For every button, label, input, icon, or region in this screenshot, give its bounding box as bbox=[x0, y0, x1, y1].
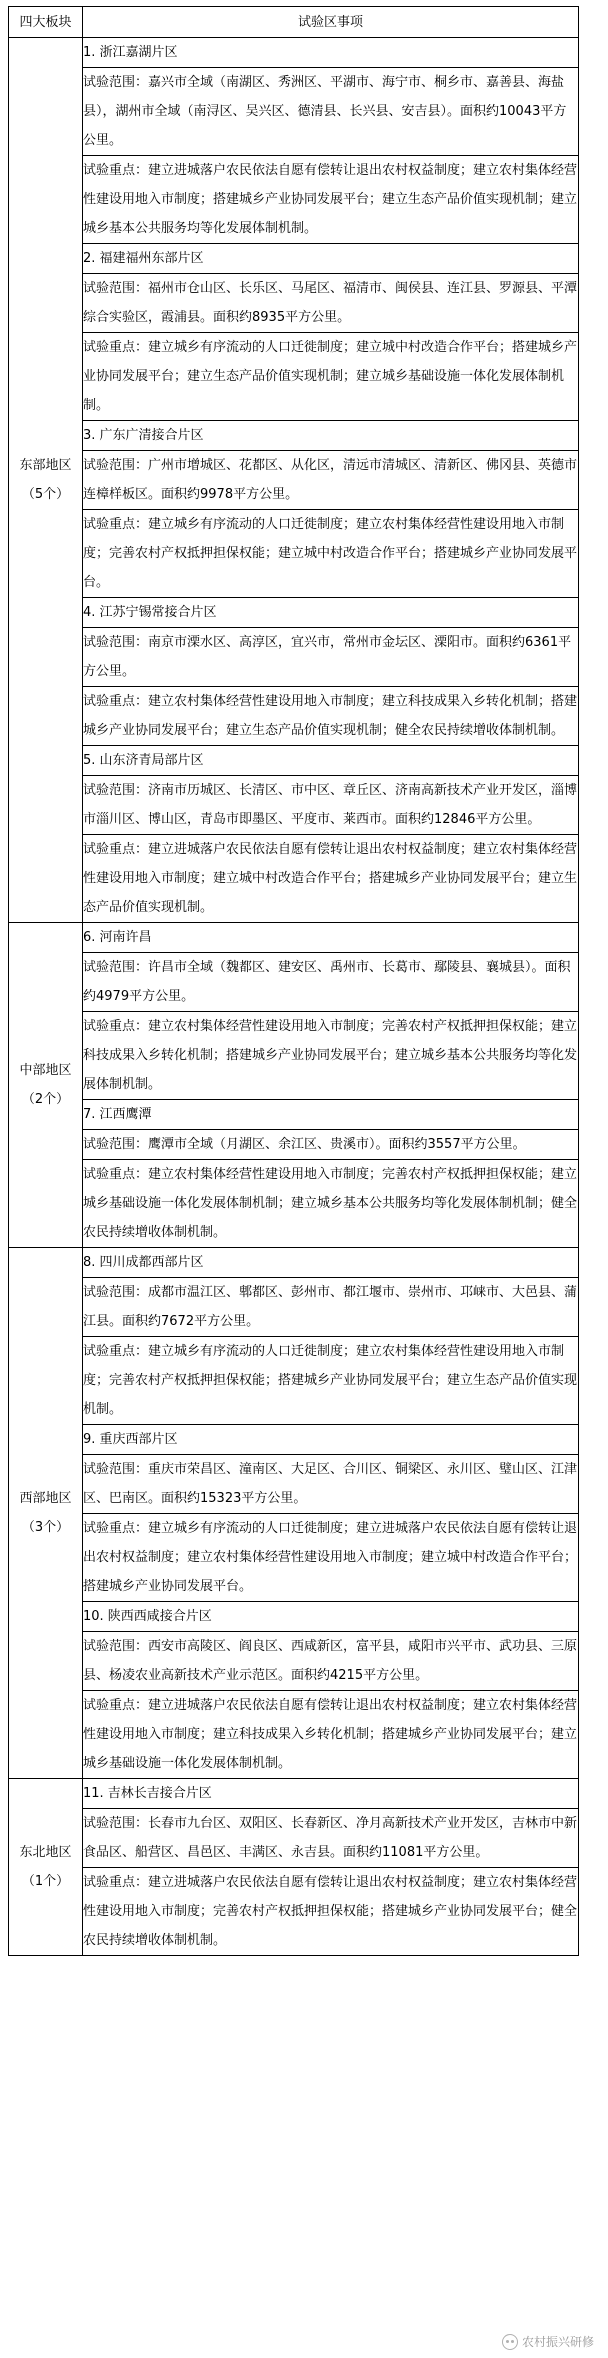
zone-title: 7. 江西鹰潭 bbox=[83, 1100, 579, 1130]
zone-scope bbox=[83, 1130, 579, 1160]
region-count: （2个） bbox=[21, 1092, 70, 1107]
region-name: 西部地区 bbox=[19, 1491, 72, 1506]
region-name: 东北地区 bbox=[19, 1845, 72, 1860]
zone-focus bbox=[83, 835, 579, 923]
focus-label: 试验重点： bbox=[83, 694, 149, 709]
scope-label: 试验范围： bbox=[83, 960, 149, 975]
focus-text: 建立城乡有序流动的人口迁徙制度；建立农村集体经营性建设用地入市制度；完善农村产权抵押担保权能；搭建城乡产业协同发展平台；建立生态产品价值实现机制。 bbox=[83, 1344, 578, 1417]
zone-1-focus-row bbox=[9, 156, 579, 244]
zone-focus bbox=[83, 333, 579, 421]
zone-7-scope-row bbox=[9, 1130, 579, 1160]
zone-title: 3. 广东广清接合片区 bbox=[83, 421, 579, 451]
zone-4-scope-row bbox=[9, 628, 579, 687]
zone-scope bbox=[83, 1455, 579, 1514]
scope-label: 试验范围： bbox=[83, 281, 149, 296]
zone-scope bbox=[83, 776, 579, 835]
scope-label: 试验范围： bbox=[83, 1816, 149, 1831]
zone-focus bbox=[83, 1337, 579, 1425]
focus-text: 建立进城落户农民依法自愿有偿转让退出农村权益制度；建立农村集体经营性建设用地入市制度；建立城中村改造合作平台；搭建城乡产业协同发展平台；建立生态产品价值实现机制。 bbox=[83, 842, 578, 915]
zone-scope bbox=[83, 628, 579, 687]
focus-label: 试验重点： bbox=[83, 517, 149, 532]
header-region-column: 四大板块 bbox=[9, 7, 83, 38]
table-header-row bbox=[9, 7, 579, 38]
focus-label: 试验重点： bbox=[83, 1167, 149, 1182]
pilot-zone-table bbox=[8, 6, 579, 1956]
zone-11-scope-row bbox=[9, 1809, 579, 1868]
zone-focus bbox=[83, 1012, 579, 1100]
zone-6-focus-row bbox=[9, 1012, 579, 1100]
focus-label: 试验重点： bbox=[83, 163, 149, 178]
scope-text: 成都市温江区、郫都区、彭州市、都江堰市、崇州市、邛崃市、大邑县、蒲江县。面积约7672平方公里。 bbox=[83, 1285, 578, 1329]
region-west bbox=[9, 1248, 83, 1779]
scope-text: 许昌市全域（魏都区、建安区、禹州市、长葛市、鄢陵县、襄城县）。面积约4979平方公里。 bbox=[83, 960, 571, 1004]
zone-4-title-row bbox=[9, 598, 579, 628]
region-count: （3个） bbox=[21, 1520, 70, 1535]
watermark bbox=[502, 2334, 594, 2350]
focus-label: 试验重点： bbox=[83, 1698, 149, 1713]
zone-3-scope-row bbox=[9, 451, 579, 510]
zone-scope bbox=[83, 1809, 579, 1868]
scope-label: 试验范围： bbox=[83, 783, 149, 798]
zone-focus bbox=[83, 510, 579, 598]
focus-text: 建立进城落户农民依法自愿有偿转让退出农村权益制度；建立农村集体经营性建设用地入市制度；搭建城乡产业协同发展平台；建立生态产品价值实现机制；建立城乡基本公共服务均等化发展体制机制。 bbox=[83, 163, 578, 236]
zone-3-focus-row bbox=[9, 510, 579, 598]
zone-9-focus-row bbox=[9, 1514, 579, 1602]
scope-text: 重庆市荣昌区、潼南区、大足区、合川区、铜梁区、永川区、璧山区、江津区、巴南区。面积约15323平方公里。 bbox=[83, 1462, 578, 1506]
zone-8-scope-row bbox=[9, 1278, 579, 1337]
zone-scope bbox=[83, 953, 579, 1012]
scope-label: 试验范围： bbox=[83, 1462, 149, 1477]
scope-label: 试验范围： bbox=[83, 1137, 149, 1152]
scope-text: 鹰潭市全域（月湖区、余江区、贵溪市）。面积约3557平方公里。 bbox=[148, 1137, 526, 1152]
zone-title: 4. 江苏宁锡常接合片区 bbox=[83, 598, 579, 628]
zone-10-title-row bbox=[9, 1602, 579, 1632]
zone-title: 5. 山东济青局部片区 bbox=[83, 746, 579, 776]
focus-label: 试验重点： bbox=[83, 340, 149, 355]
zone-1-scope-row bbox=[9, 68, 579, 156]
zone-scope bbox=[83, 68, 579, 156]
zone-5-scope-row bbox=[9, 776, 579, 835]
focus-text: 建立农村集体经营性建设用地入市制度；建立科技成果入乡转化机制；搭建城乡产业协同发展平台；建立生态产品价值实现机制；健全农民持续增收体制机制。 bbox=[83, 694, 578, 738]
scope-label: 试验范围： bbox=[83, 75, 149, 90]
zone-10-scope-row bbox=[9, 1632, 579, 1691]
zone-6-scope-row bbox=[9, 953, 579, 1012]
zone-4-focus-row bbox=[9, 687, 579, 746]
region-name: 中部地区 bbox=[19, 1063, 72, 1078]
zone-9-scope-row bbox=[9, 1455, 579, 1514]
header-item-column: 试验区事项 bbox=[83, 7, 579, 38]
zone-focus bbox=[83, 1868, 579, 1956]
zone-11-title-row bbox=[9, 1779, 579, 1809]
zone-title: 6. 河南许昌 bbox=[83, 923, 579, 953]
region-central bbox=[9, 923, 83, 1248]
zone-title: 2. 福建福州东部片区 bbox=[83, 244, 579, 274]
scope-label: 试验范围： bbox=[83, 635, 149, 650]
zone-focus bbox=[83, 1160, 579, 1248]
scope-text: 南京市溧水区、高淳区，宜兴市，常州市金坛区、溧阳市。面积约6361平方公里。 bbox=[83, 635, 572, 679]
scope-text: 长春市九台区、双阳区、长春新区、净月高新技术产业开发区，吉林市中新食品区、船营区、昌邑区、丰满区、永吉县。面积约11081平方公里。 bbox=[83, 1816, 578, 1860]
focus-label: 试验重点： bbox=[83, 1019, 149, 1034]
zone-2-title-row bbox=[9, 244, 579, 274]
focus-label: 试验重点： bbox=[83, 842, 149, 857]
zone-10-focus-row bbox=[9, 1691, 579, 1779]
zone-focus bbox=[83, 687, 579, 746]
focus-label: 试验重点： bbox=[83, 1521, 149, 1536]
scope-text: 福州市仓山区、长乐区、马尾区、福清市、闽侯县、连江县、罗源县、平潭综合实验区，霞浦县。面积约8935平方公里。 bbox=[83, 281, 578, 325]
zone-title: 10. 陕西西咸接合片区 bbox=[83, 1602, 579, 1632]
zone-scope bbox=[83, 1632, 579, 1691]
zone-5-title-row bbox=[9, 746, 579, 776]
zone-title: 1. 浙江嘉湖片区 bbox=[83, 38, 579, 68]
zone-7-focus-row bbox=[9, 1160, 579, 1248]
zone-title: 9. 重庆西部片区 bbox=[83, 1425, 579, 1455]
zone-2-scope-row bbox=[9, 274, 579, 333]
zone-7-title-row bbox=[9, 1100, 579, 1130]
scope-label: 试验范围： bbox=[83, 1639, 149, 1654]
scope-text: 嘉兴市全域（南湖区、秀洲区、平湖市、海宁市、桐乡市、嘉善县、海盐县），湖州市全域（南浔区、吴兴区、德清县、长兴县、安吉县）。面积约10043平方公里。 bbox=[83, 75, 567, 148]
scope-label: 试验范围： bbox=[83, 1285, 149, 1300]
zone-scope bbox=[83, 451, 579, 510]
zone-scope bbox=[83, 1278, 579, 1337]
focus-text: 建立城乡有序流动的人口迁徙制度；建立农村集体经营性建设用地入市制度；完善农村产权抵押担保权能；建立城中村改造合作平台；搭建城乡产业协同发展平台。 bbox=[83, 517, 578, 590]
zone-6-title-row bbox=[9, 923, 579, 953]
scope-text: 西安市高陵区、阎良区、西咸新区，富平县，咸阳市兴平市、武功县、三原县、杨凌农业高新技术产业示范区。面积约4215平方公里。 bbox=[83, 1639, 578, 1683]
region-northeast bbox=[9, 1779, 83, 1956]
focus-text: 建立城乡有序流动的人口迁徙制度；建立进城落户农民依法自愿有偿转让退出农村权益制度；建立农村集体经营性建设用地入市制度；建立城中村改造合作平台；搭建城乡产业协同发展平台。 bbox=[83, 1521, 578, 1594]
zone-8-focus-row bbox=[9, 1337, 579, 1425]
zone-2-focus-row bbox=[9, 333, 579, 421]
focus-text: 建立农村集体经营性建设用地入市制度；完善农村产权抵押担保权能；建立科技成果入乡转化机制；搭建城乡产业协同发展平台；建立城乡基本公共服务均等化发展体制机制。 bbox=[83, 1019, 578, 1092]
region-count: （1个） bbox=[21, 1874, 70, 1889]
wechat-icon bbox=[502, 2334, 518, 2350]
zone-9-title-row bbox=[9, 1425, 579, 1455]
zone-title: 11. 吉林长吉接合片区 bbox=[83, 1779, 579, 1809]
focus-label: 试验重点： bbox=[83, 1344, 149, 1359]
zone-scope bbox=[83, 274, 579, 333]
zone-3-title-row bbox=[9, 421, 579, 451]
focus-text: 建立城乡有序流动的人口迁徙制度；建立城中村改造合作平台；搭建城乡产业协同发展平台；建立生态产品价值实现机制；建立城乡基础设施一体化发展体制机制。 bbox=[83, 340, 578, 413]
region-count: （5个） bbox=[21, 487, 70, 502]
zone-11-focus-row bbox=[9, 1868, 579, 1956]
region-name: 东部地区 bbox=[19, 458, 72, 473]
scope-text: 济南市历城区、长清区、市中区、章丘区、济南高新技术产业开发区，淄博市淄川区、博山区，青岛市即墨区、平度市、莱西市。面积约12846平方公里。 bbox=[83, 783, 578, 827]
region-east bbox=[9, 38, 83, 923]
scope-label: 试验范围： bbox=[83, 458, 149, 473]
zone-5-focus-row bbox=[9, 835, 579, 923]
zone-focus bbox=[83, 1514, 579, 1602]
focus-label: 试验重点： bbox=[83, 1875, 149, 1890]
watermark-text: 农村振兴研修 bbox=[521, 2335, 594, 2349]
zone-focus bbox=[83, 1691, 579, 1779]
zone-1-title-row bbox=[9, 38, 579, 68]
zone-8-title-row bbox=[9, 1248, 579, 1278]
focus-text: 建立农村集体经营性建设用地入市制度；完善农村产权抵押担保权能；建立城乡基础设施一体化发展体制机制；建立城乡基本公共服务均等化发展体制机制；健全农民持续增收体制机制。 bbox=[83, 1167, 578, 1240]
focus-text: 建立进城落户农民依法自愿有偿转让退出农村权益制度；建立农村集体经营性建设用地入市制度；完善农村产权抵押担保权能；搭建城乡产业协同发展平台；健全农民持续增收体制机制。 bbox=[83, 1875, 578, 1948]
zone-focus bbox=[83, 156, 579, 244]
focus-text: 建立进城落户农民依法自愿有偿转让退出农村权益制度；建立农村集体经营性建设用地入市制度；建立科技成果入乡转化机制；搭建城乡产业协同发展平台；建立城乡基础设施一体化发展体制机制。 bbox=[83, 1698, 578, 1771]
scope-text: 广州市增城区、花都区、从化区，清远市清城区、清新区、佛冈县、英德市连樟样板区。面积约9978平方公里。 bbox=[83, 458, 578, 502]
zone-title: 8. 四川成都西部片区 bbox=[83, 1248, 579, 1278]
